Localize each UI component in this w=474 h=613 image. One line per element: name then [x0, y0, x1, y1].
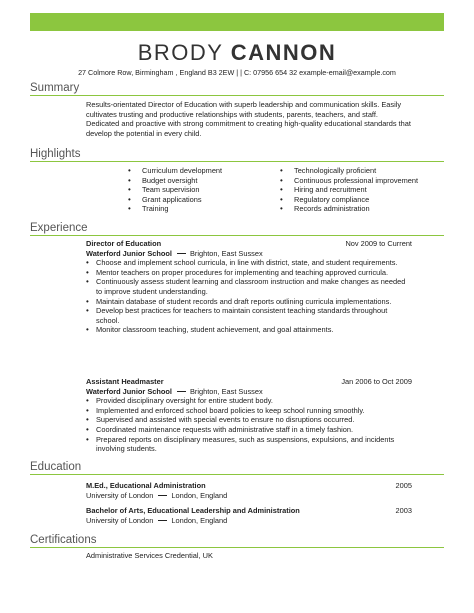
highlight-item: • Budget oversight — [126, 176, 222, 186]
list-item: • Choose and implement school curricula, in line with district, state, and student requirements. — [86, 258, 412, 268]
section-divider — [30, 547, 444, 548]
job-dates: Nov 2009 to Current — [345, 239, 412, 248]
section-divider — [30, 235, 444, 236]
job-location: Brighton, East Sussex — [189, 248, 263, 258]
list-item: • Provided disciplinary oversight for entire student body. — [86, 396, 412, 406]
list-item: • Continuously assess student learning and classroom instruction and make changes as needed to improve student understanding. — [86, 277, 412, 296]
employer-name: Waterford Junior School — [86, 248, 172, 258]
job-duties-list — [86, 396, 412, 454]
list-item: • Maintain database of student records and draft reports outlining curricula implementations. — [86, 297, 412, 307]
education-entry — [86, 481, 412, 500]
experience-section — [30, 221, 444, 235]
job-location: Brighton, East Sussex — [189, 386, 263, 396]
school-location: London, England — [171, 490, 228, 500]
job-title: Director of Education — [86, 239, 162, 248]
candidate-name — [0, 40, 474, 66]
list-item: • Supervised and assisted with special events to ensure no disruptions occurred. — [86, 415, 412, 425]
job-entry — [86, 239, 412, 335]
highlight-item: • Regulatory compliance — [278, 195, 418, 205]
list-item: • Mentor teachers on proper procedures for implementing and teaching approved curricula. — [86, 268, 412, 278]
job-dates: Jan 2006 to Oct 2009 — [341, 377, 412, 386]
degree-title: Bachelor of Arts, Educational Leadership and Administration — [86, 506, 300, 515]
separator-dash — [177, 391, 186, 392]
section-title-experience: Experience — [30, 222, 88, 234]
separator-dash — [158, 495, 167, 496]
certification-text: Administrative Services Credential, UK — [86, 551, 213, 560]
section-divider — [30, 161, 444, 162]
degree-year: 2003 — [395, 506, 412, 515]
list-item: • Coordinated maintenance requests with administrative staff in a timely fashion. — [86, 425, 412, 435]
job-title: Assistant Headmaster — [86, 377, 164, 386]
highlights-left-list — [126, 166, 222, 214]
section-title-summary: Summary — [30, 82, 80, 94]
school-name: University of London — [86, 515, 154, 525]
highlight-item: • Team supervision — [126, 185, 222, 195]
section-divider — [30, 95, 444, 96]
list-item: • Develop best practices for teachers to maintain consistent teaching standards throughout school. — [86, 306, 412, 325]
section-divider — [30, 474, 444, 475]
employer-name: Waterford Junior School — [86, 386, 172, 396]
school-name: University of London — [86, 490, 154, 500]
section-title-highlights: Highlights — [30, 148, 81, 160]
education-entry — [86, 506, 412, 525]
highlights-section — [30, 147, 444, 161]
education-section — [30, 460, 444, 474]
highlight-item: • Continuous professional improvement — [278, 176, 418, 186]
list-item: • Implemented and enforced school board policies to keep school running smoothly. — [86, 406, 412, 416]
separator-dash — [158, 520, 167, 521]
section-title-education: Education — [30, 461, 82, 473]
degree-year: 2005 — [395, 481, 412, 490]
separator-dash — [177, 253, 186, 254]
degree-title: M.Ed., Educational Administration — [86, 481, 206, 490]
list-item: • Monitor classroom teaching, student achievement, and goal attainments. — [86, 325, 412, 335]
first-name: BRODY — [137, 40, 224, 65]
list-item: • Prepared reports on disciplinary measures, such as suspensions, expulsions, and incidents involving students. — [86, 435, 412, 454]
highlight-item: • Hiring and recruitment — [278, 185, 418, 195]
contact-line: 27 Colmore Row, Birmingham , England B3 2EW | | C: 07956 654 32 example-email@example.com — [78, 68, 396, 77]
highlight-item: • Technologically proficient — [278, 166, 418, 176]
highlight-item: • Grant applications — [126, 195, 222, 205]
summary-text: Results-orientated Director of Education with superb leadership and communication skills. Easily cultivates trusting and productive relationships with students, parents, teachers, and staff. Dedicated and proactive with strong commitment to creating high-quality educational standards that develop the potential in every child. — [86, 100, 411, 138]
section-title-certifications: Certifications — [30, 534, 97, 546]
header-accent-bar — [30, 13, 444, 31]
last-name: CANNON — [230, 40, 337, 65]
school-location: London, England — [171, 515, 228, 525]
job-duties-list — [86, 258, 412, 335]
highlight-item: • Training — [126, 204, 222, 214]
certifications-section — [30, 533, 444, 547]
highlights-right-list — [278, 166, 418, 214]
job-entry — [86, 377, 412, 454]
highlight-item: • Records administration — [278, 204, 418, 214]
summary-section — [30, 81, 444, 95]
highlight-item: • Curriculum development — [126, 166, 222, 176]
